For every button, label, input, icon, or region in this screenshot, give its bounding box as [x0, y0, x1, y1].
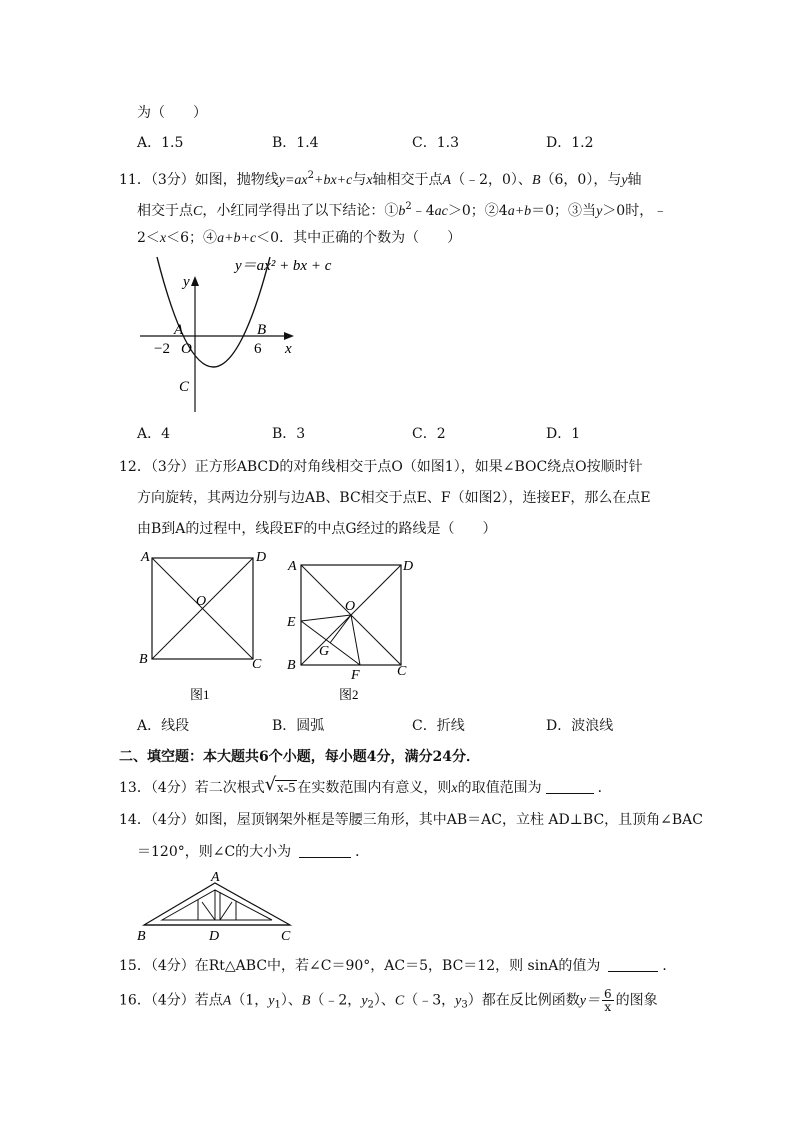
- svg-text:O: O: [181, 341, 192, 357]
- q10-tail: 为（ ）: [137, 105, 207, 121]
- truss-outer-frame: [144, 883, 290, 925]
- q15-number: 15．: [119, 958, 151, 974]
- svg-text:A: A: [211, 870, 220, 885]
- svg-text:A: A: [174, 322, 184, 338]
- q11-option-c[interactable]: C．2: [412, 426, 446, 442]
- q12-option-b[interactable]: B．圆弧: [272, 718, 325, 734]
- svg-text:D: D: [403, 559, 414, 574]
- svg-text:D: D: [209, 929, 220, 944]
- q14-line1: 14．（4分）如图，屋顶钢架外框是等腰三角形，其中AB＝AC，立柱 AD⊥BC，且顶角∠BAC: [119, 812, 704, 828]
- figure-1-caption: 图1: [190, 687, 210, 702]
- svg-text:B: B: [139, 652, 148, 667]
- svg-text:C: C: [252, 657, 262, 672]
- q12-line2: 方向旋转，其两边分别与边AB、BC相交于点E、F（如图2），连接EF，那么在点E: [137, 490, 651, 506]
- svg-text:B: B: [287, 658, 296, 673]
- svg-text:B: B: [257, 322, 267, 338]
- q13-line: 13．（4分）若二次根式 √ x-5 在实数范围内有意义，则x的取值范围为 ．: [119, 774, 612, 796]
- q12-line1: 12．（3分）正方形ABCD的对角线相交于点O（如图1），如果∠BOC绕点O按顺时针: [119, 459, 643, 475]
- q15-answer-blank[interactable]: [608, 957, 658, 972]
- q12-figure-2: [283, 555, 423, 710]
- fraction-6-over-x: $\frac{6}{x}$: [603, 987, 612, 1014]
- q16-number: 16．: [119, 992, 151, 1009]
- q11-number: 11．: [119, 172, 151, 188]
- q11-line1: 11．（3分）如图，抛物线$y=ax^2+bx+c$与x轴相交于点A（﹣2，0）、B（6，0），与y轴: [119, 170, 642, 188]
- q16-line: 16．（4分）若点A（1，$y_1$）、B（﹣2，$y_2$）、C（﹣3，$y_3$）都在反比例函数y＝ $\frac{6}{x}$ 的图象: [119, 987, 658, 1014]
- svg-text:O: O: [345, 599, 356, 614]
- svg-text:A: A: [141, 550, 150, 565]
- q12-number: 12．: [119, 459, 151, 475]
- svg-text:O: O: [196, 594, 207, 609]
- svg-text:C: C: [281, 929, 291, 944]
- svg-text:B: B: [137, 929, 146, 944]
- figure-2-caption: 图2: [339, 687, 359, 702]
- q14-number: 14．: [119, 812, 151, 828]
- svg-text:A: A: [288, 559, 297, 574]
- svg-text:−2: −2: [154, 341, 170, 357]
- q12-option-d[interactable]: D．波浪线: [546, 718, 614, 734]
- q10-option-b[interactable]: B．1.4: [272, 135, 319, 151]
- q11-line3: 2＜x＜6；④a+b+c＜0．其中正确的个数为（ ）: [137, 230, 462, 246]
- q12-figure-1: [135, 548, 275, 708]
- q10-option-a[interactable]: A．1.5: [137, 135, 184, 151]
- svg-text:6: 6: [254, 341, 262, 357]
- q10-option-d[interactable]: D．1.2: [546, 135, 594, 151]
- sqrt-expression: √ x-5: [264, 774, 296, 796]
- q11-fig-title: y＝ax² + bx + c: [235, 258, 332, 274]
- q12-option-c[interactable]: C．折线: [412, 718, 465, 734]
- q14-line2: ＝120°，则∠C的大小为 ．: [137, 844, 370, 860]
- svg-text:y: y: [183, 274, 190, 290]
- y-axis-arrow-icon: [191, 276, 199, 286]
- q13-number: 13．: [119, 780, 151, 796]
- x-axis-arrow-icon: [284, 332, 294, 340]
- q12-line3: 由B到A的过程中，线段EF的中点G经过的路线是（ ）: [137, 521, 497, 537]
- q11-option-b[interactable]: B．3: [272, 426, 306, 442]
- q11-option-d[interactable]: D．1: [546, 426, 581, 442]
- q11-option-a[interactable]: A．4: [137, 426, 171, 442]
- q11-line2: 相交于点C，小红同学得出了以下结论：$①b^2﹣4ac>0$；②4a+b＝0；③当y＞0时，﹣: [137, 201, 668, 219]
- section-2-heading: 二、填空题：本大题共6个小题，每小题4分，满分24分．: [119, 749, 480, 765]
- q11-parabola-figure: [135, 252, 332, 417]
- svg-text:F: F: [351, 668, 360, 683]
- svg-text:G: G: [319, 644, 330, 659]
- q13-answer-blank[interactable]: [546, 779, 594, 794]
- svg-text:D: D: [256, 550, 267, 565]
- svg-text:C: C: [397, 664, 407, 679]
- q15-line: 15．（4分）在Rt△ABC中，若∠C＝90°，AC＝5，BC＝12，则 sinA的值为 ．: [119, 958, 677, 974]
- svg-text:x: x: [285, 341, 292, 357]
- svg-text:E: E: [287, 615, 296, 630]
- q12-option-a[interactable]: A．线段: [137, 718, 190, 734]
- q10-option-c[interactable]: C．1.3: [412, 135, 459, 151]
- q14-roof-truss-figure: [132, 868, 302, 946]
- q14-answer-blank[interactable]: [299, 843, 351, 858]
- svg-text:C: C: [179, 379, 190, 395]
